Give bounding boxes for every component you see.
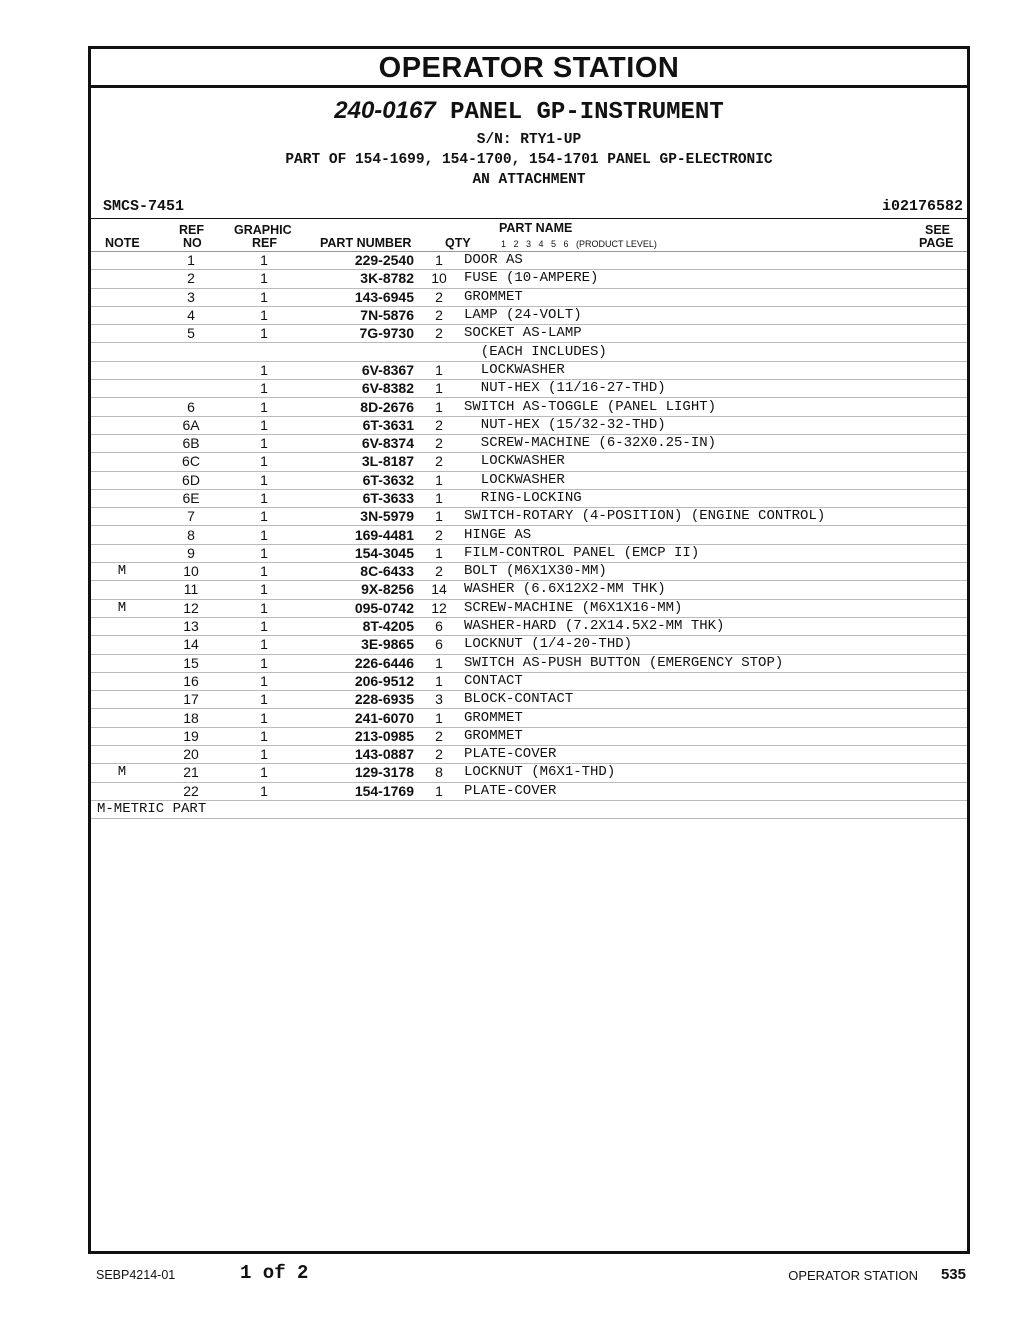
row-ref-no <box>153 380 229 398</box>
row-qty: 1 <box>414 398 464 416</box>
col-part-number: PART NUMBER <box>320 236 412 250</box>
row-part-name: SCREW-MACHINE (6-32X0.25-IN) <box>464 434 907 452</box>
row-see-page <box>907 434 967 452</box>
row-see-page <box>907 489 967 507</box>
row-part-name: HINGE AS <box>464 526 907 544</box>
row-qty: 14 <box>414 581 464 599</box>
row-part-name: LOCKNUT (1/4-20-THD) <box>464 636 907 654</box>
row-graphic-ref: 1 <box>229 489 299 507</box>
row-part-number: 3N-5979 <box>299 508 414 526</box>
table-row <box>91 325 967 343</box>
row-graphic-ref: 1 <box>229 691 299 709</box>
row-see-page <box>907 581 967 599</box>
row-graphic-ref: 1 <box>229 617 299 635</box>
table-row <box>91 380 967 398</box>
table-row <box>91 471 967 489</box>
row-qty: 3 <box>414 691 464 709</box>
row-qty: 2 <box>414 746 464 764</box>
row-qty: 10 <box>414 270 464 288</box>
row-graphic-ref: 1 <box>229 434 299 452</box>
row-graphic-ref: 1 <box>229 709 299 727</box>
row-qty: 2 <box>414 453 464 471</box>
table-row <box>91 617 967 635</box>
row-graphic-ref: 1 <box>229 764 299 782</box>
table-row <box>91 691 967 709</box>
row-part-name: SWITCH AS-TOGGLE (PANEL LIGHT) <box>464 398 907 416</box>
table-row <box>91 599 967 617</box>
row-graphic-ref: 1 <box>229 544 299 562</box>
table-row <box>91 361 967 379</box>
row-note <box>91 526 153 544</box>
row-graphic-ref: 1 <box>229 654 299 672</box>
row-see-page <box>907 508 967 526</box>
row-ref-no: 6 <box>153 398 229 416</box>
row-note <box>91 325 153 343</box>
row-graphic-ref: 1 <box>229 636 299 654</box>
row-graphic-ref: 1 <box>229 288 299 306</box>
row-part-number: 6V-8367 <box>299 361 414 379</box>
part-of-line: PART OF 154-1699, 154-1700, 154-1701 PANEL GP-ELECTRONIC <box>285 152 773 168</box>
row-part-number: 241-6070 <box>299 709 414 727</box>
row-see-page <box>907 252 967 270</box>
row-part-name: LOCKWASHER <box>464 361 907 379</box>
row-ref-no: 12 <box>153 599 229 617</box>
row-see-page <box>907 654 967 672</box>
row-ref-no: 6D <box>153 471 229 489</box>
col-graphic-top: GRAPHIC <box>234 223 292 237</box>
row-see-page <box>907 361 967 379</box>
row-ref-no: 14 <box>153 636 229 654</box>
row-note <box>91 691 153 709</box>
row-note <box>91 343 153 361</box>
row-part-name: GROMMET <box>464 727 907 745</box>
row-part-number: 3E-9865 <box>299 636 414 654</box>
row-part-number: 143-0887 <box>299 746 414 764</box>
row-ref-no: 6A <box>153 416 229 434</box>
footer-page-of: 1 of 2 <box>240 1262 309 1284</box>
row-part-number: 8D-2676 <box>299 398 414 416</box>
table-row <box>91 416 967 434</box>
row-part-name: NUT-HEX (11/16-27-THD) <box>464 380 907 398</box>
group-name: PANEL GP-INSTRUMENT <box>450 99 724 126</box>
row-graphic-ref: 1 <box>229 453 299 471</box>
row-note <box>91 746 153 764</box>
illustration-id: i02176582 <box>881 198 963 215</box>
page-footer <box>88 1258 970 1298</box>
row-see-page <box>907 270 967 288</box>
table-row <box>91 434 967 452</box>
row-graphic-ref: 1 <box>229 782 299 800</box>
row-part-number: 206-9512 <box>299 672 414 690</box>
row-ref-no: 9 <box>153 544 229 562</box>
row-ref-no: 3 <box>153 288 229 306</box>
row-see-page <box>907 380 967 398</box>
row-graphic-ref: 1 <box>229 672 299 690</box>
row-part-number: 6V-8382 <box>299 380 414 398</box>
row-part-number: 129-3178 <box>299 764 414 782</box>
footer-section: OPERATOR STATION <box>788 1268 918 1283</box>
row-see-page <box>907 306 967 324</box>
row-see-page <box>907 636 967 654</box>
row-qty: 1 <box>414 782 464 800</box>
attachment-line: AN ATTACHMENT <box>472 172 586 188</box>
row-see-page <box>907 727 967 745</box>
row-part-number: 6T-3633 <box>299 489 414 507</box>
group-title <box>91 94 967 130</box>
row-see-page <box>907 764 967 782</box>
row-part-name: WASHER-HARD (7.2X14.5X2-MM THK) <box>464 617 907 635</box>
row-graphic-ref: 1 <box>229 416 299 434</box>
table-row <box>91 270 967 288</box>
row-graphic-ref: 1 <box>229 380 299 398</box>
row-see-page <box>907 453 967 471</box>
row-ref-no: 20 <box>153 746 229 764</box>
row-part-name: NUT-HEX (15/32-32-THD) <box>464 416 907 434</box>
table-row <box>91 654 967 672</box>
row-part-name: LOCKWASHER <box>464 453 907 471</box>
table-row <box>91 746 967 764</box>
row-part-number: 143-6945 <box>299 288 414 306</box>
row-note <box>91 709 153 727</box>
row-graphic-ref: 1 <box>229 563 299 581</box>
row-part-number: 6T-3632 <box>299 471 414 489</box>
row-part-name: FILM-CONTROL PANEL (EMCP II) <box>464 544 907 562</box>
row-part-name: (EACH INCLUDES) <box>464 343 907 361</box>
row-qty: 2 <box>414 434 464 452</box>
row-see-page <box>907 526 967 544</box>
row-ref-no: 21 <box>153 764 229 782</box>
row-ref-no <box>153 361 229 379</box>
parts-page-frame <box>88 46 970 1254</box>
row-graphic-ref: 1 <box>229 727 299 745</box>
row-note <box>91 617 153 635</box>
smcs-code: SMCS-7451 <box>103 198 185 215</box>
col-see-top: SEE <box>925 223 951 237</box>
row-see-page <box>907 782 967 800</box>
row-part-name: SCREW-MACHINE (M6X1X16-MM) <box>464 599 907 617</box>
row-part-number: 228-6935 <box>299 691 414 709</box>
table-row <box>91 489 967 507</box>
row-qty: 6 <box>414 636 464 654</box>
row-see-page <box>907 617 967 635</box>
row-ref-no: 18 <box>153 709 229 727</box>
row-ref-no: 6C <box>153 453 229 471</box>
row-see-page <box>907 416 967 434</box>
row-part-number: 095-0742 <box>299 599 414 617</box>
row-graphic-ref: 1 <box>229 471 299 489</box>
row-note <box>91 416 153 434</box>
row-see-page <box>907 471 967 489</box>
col-see-bottom: PAGE <box>919 236 954 250</box>
row-see-page <box>907 288 967 306</box>
row-ref-no: 22 <box>153 782 229 800</box>
row-see-page <box>907 599 967 617</box>
row-part-name: PLATE-COVER <box>464 782 907 800</box>
row-note <box>91 380 153 398</box>
row-note <box>91 434 153 452</box>
row-note <box>91 306 153 324</box>
row-see-page <box>907 544 967 562</box>
row-qty: 1 <box>414 544 464 562</box>
row-part-number: 213-0985 <box>299 727 414 745</box>
row-graphic-ref: 1 <box>229 306 299 324</box>
table-row <box>91 764 967 782</box>
row-part-number: 7G-9730 <box>299 325 414 343</box>
row-qty: 6 <box>414 617 464 635</box>
row-ref-no: 8 <box>153 526 229 544</box>
table-row <box>91 398 967 416</box>
row-qty: 2 <box>414 416 464 434</box>
table-row <box>91 306 967 324</box>
row-part-name: LOCKWASHER <box>464 471 907 489</box>
row-note <box>91 361 153 379</box>
group-header <box>91 94 967 190</box>
row-graphic-ref: 1 <box>229 746 299 764</box>
row-part-number: 8T-4205 <box>299 617 414 635</box>
row-part-name: GROMMET <box>464 709 907 727</box>
row-part-name: SWITCH AS-PUSH BUTTON (EMERGENCY STOP) <box>464 654 907 672</box>
row-note <box>91 453 153 471</box>
footer-doc-number: SEBP4214-01 <box>96 1268 176 1282</box>
row-ref-no <box>153 343 229 361</box>
col-ref-bottom: NO <box>183 236 202 250</box>
row-part-number: 154-3045 <box>299 544 414 562</box>
col-part-name: PART NAME <box>499 221 573 235</box>
row-note <box>91 782 153 800</box>
row-graphic-ref <box>229 343 299 361</box>
row-note <box>91 727 153 745</box>
table-row <box>91 563 967 581</box>
row-qty: 1 <box>414 709 464 727</box>
row-see-page <box>907 398 967 416</box>
row-qty: 1 <box>414 471 464 489</box>
row-part-name: BLOCK-CONTACT <box>464 691 907 709</box>
row-note <box>91 654 153 672</box>
row-ref-no: 13 <box>153 617 229 635</box>
row-part-number: 169-4481 <box>299 526 414 544</box>
row-part-name: SWITCH-ROTARY (4-POSITION) (ENGINE CONTROL) <box>464 508 907 526</box>
row-note <box>91 252 153 270</box>
row-qty: 2 <box>414 325 464 343</box>
row-ref-no: 11 <box>153 581 229 599</box>
row-part-number: 229-2540 <box>299 252 414 270</box>
row-graphic-ref: 1 <box>229 599 299 617</box>
column-headers <box>91 219 967 252</box>
row-see-page <box>907 746 967 764</box>
row-note <box>91 508 153 526</box>
table-row <box>91 709 967 727</box>
row-part-name: GROMMET <box>464 288 907 306</box>
row-qty: 2 <box>414 563 464 581</box>
row-note <box>91 270 153 288</box>
row-ref-no: 15 <box>153 654 229 672</box>
row-note: M <box>91 599 153 617</box>
section-title: OPERATOR STATION <box>91 49 967 88</box>
row-qty: 1 <box>414 252 464 270</box>
row-ref-no: 6E <box>153 489 229 507</box>
row-ref-no: 19 <box>153 727 229 745</box>
metric-note-row <box>91 800 967 818</box>
row-note: M <box>91 563 153 581</box>
row-note <box>91 544 153 562</box>
group-part-number: 240-0167 <box>334 97 436 124</box>
row-part-name: DOOR AS <box>464 252 907 270</box>
row-qty: 1 <box>414 489 464 507</box>
row-note <box>91 288 153 306</box>
row-part-number: 7N-5876 <box>299 306 414 324</box>
footer-page-number: 535 <box>940 1266 966 1283</box>
parts-table-body <box>91 252 967 819</box>
table-row <box>91 544 967 562</box>
row-ref-no: 10 <box>153 563 229 581</box>
row-graphic-ref: 1 <box>229 508 299 526</box>
row-part-name: LAMP (24-VOLT) <box>464 306 907 324</box>
row-see-page <box>907 672 967 690</box>
smcs-row <box>91 196 967 219</box>
row-graphic-ref: 1 <box>229 526 299 544</box>
row-part-number: 3K-8782 <box>299 270 414 288</box>
row-qty: 1 <box>414 672 464 690</box>
row-see-page <box>907 709 967 727</box>
row-part-number: 6T-3631 <box>299 416 414 434</box>
table-row <box>91 343 967 361</box>
row-qty: 1 <box>414 380 464 398</box>
table-row <box>91 508 967 526</box>
table-row <box>91 581 967 599</box>
row-part-name: FUSE (10-AMPERE) <box>464 270 907 288</box>
row-note <box>91 636 153 654</box>
row-part-number: 226-6446 <box>299 654 414 672</box>
row-part-name: CONTACT <box>464 672 907 690</box>
row-part-number: 9X-8256 <box>299 581 414 599</box>
row-part-number <box>299 343 414 361</box>
col-product-levels: 1 2 3 4 5 6 (PRODUCT LEVEL) <box>501 239 657 249</box>
row-qty: 2 <box>414 306 464 324</box>
row-qty: 2 <box>414 526 464 544</box>
row-part-name: RING-LOCKING <box>464 489 907 507</box>
row-ref-no: 17 <box>153 691 229 709</box>
metric-note: M-METRIC PART <box>91 800 967 818</box>
row-graphic-ref: 1 <box>229 398 299 416</box>
serial-range: S/N: RTY1-UP <box>476 132 582 148</box>
table-row <box>91 672 967 690</box>
row-note <box>91 581 153 599</box>
row-part-number: 3L-8187 <box>299 453 414 471</box>
col-qty: QTY <box>445 236 471 250</box>
row-qty: 2 <box>414 727 464 745</box>
table-row <box>91 453 967 471</box>
table-row <box>91 288 967 306</box>
row-part-name: SOCKET AS-LAMP <box>464 325 907 343</box>
row-note <box>91 471 153 489</box>
row-part-number: 154-1769 <box>299 782 414 800</box>
row-note <box>91 398 153 416</box>
table-row <box>91 782 967 800</box>
row-ref-no: 16 <box>153 672 229 690</box>
row-ref-no: 7 <box>153 508 229 526</box>
row-part-name: BOLT (M6X1X30-MM) <box>464 563 907 581</box>
row-part-number: 6V-8374 <box>299 434 414 452</box>
row-ref-no: 4 <box>153 306 229 324</box>
row-see-page <box>907 563 967 581</box>
row-graphic-ref: 1 <box>229 270 299 288</box>
row-note: M <box>91 764 153 782</box>
row-qty: 1 <box>414 361 464 379</box>
row-qty: 12 <box>414 599 464 617</box>
table-row <box>91 727 967 745</box>
row-see-page <box>907 343 967 361</box>
row-see-page <box>907 691 967 709</box>
table-row <box>91 252 967 270</box>
row-graphic-ref: 1 <box>229 361 299 379</box>
row-part-name: LOCKNUT (M6X1-THD) <box>464 764 907 782</box>
row-part-name: PLATE-COVER <box>464 746 907 764</box>
row-ref-no: 5 <box>153 325 229 343</box>
row-ref-no: 2 <box>153 270 229 288</box>
row-note <box>91 489 153 507</box>
row-qty: 1 <box>414 508 464 526</box>
row-qty: 1 <box>414 654 464 672</box>
col-graphic-bottom: REF <box>252 236 277 250</box>
table-row <box>91 526 967 544</box>
row-part-number: 8C-6433 <box>299 563 414 581</box>
row-see-page <box>907 325 967 343</box>
row-ref-no: 1 <box>153 252 229 270</box>
row-graphic-ref: 1 <box>229 581 299 599</box>
col-note: NOTE <box>105 236 140 250</box>
row-graphic-ref: 1 <box>229 252 299 270</box>
row-qty <box>414 343 464 361</box>
col-ref-top: REF <box>179 223 204 237</box>
row-qty: 8 <box>414 764 464 782</box>
parts-table <box>91 252 967 819</box>
row-ref-no: 6B <box>153 434 229 452</box>
row-graphic-ref: 1 <box>229 325 299 343</box>
table-row <box>91 636 967 654</box>
row-qty: 2 <box>414 288 464 306</box>
row-part-name: WASHER (6.6X12X2-MM THK) <box>464 581 907 599</box>
row-note <box>91 672 153 690</box>
